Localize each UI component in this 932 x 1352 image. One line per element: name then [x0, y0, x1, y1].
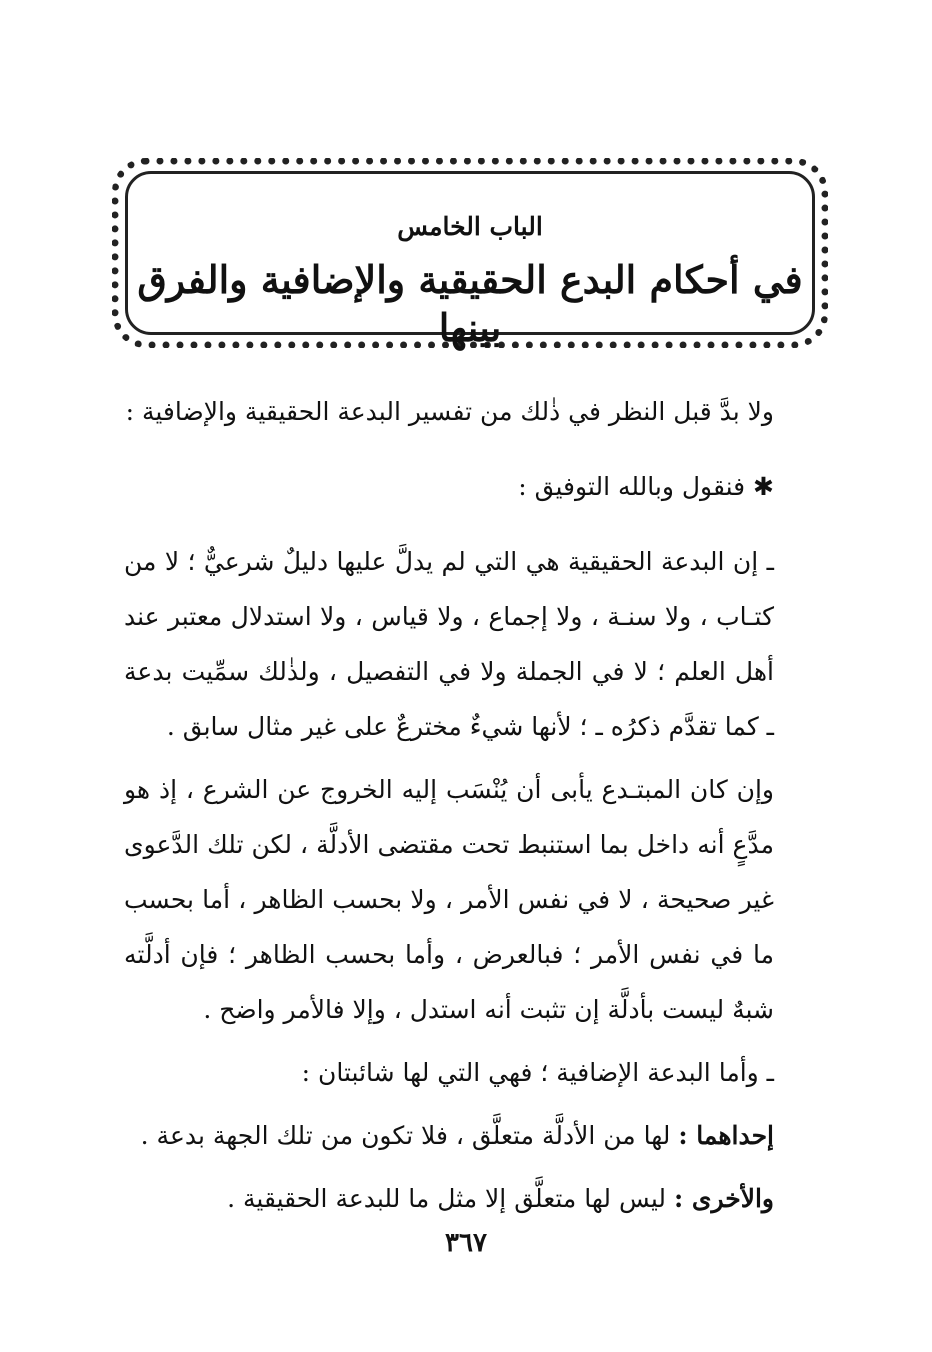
- list-item: [124, 1108, 774, 1163]
- paragraph-innovator-claim: وإن كان المبتـدع يأبى أن يُنْسَب إليه الخروج عن الشرع ، إذ هو مدَّعٍ أنه داخل بما استنبط تحت مقتضى الأدلَّة ، لكن تلك الدَّعوى غير صحيحة ، لا في نفس الأمر ، ولا بحسب الظاهر ، أما بحسب ما في نفس الأمر ؛ فبالعرض ، وأما بحسب الظاهر ؛ فإن أدلَّته شبهٌ ليست بأدلَّة إن تثبت أنه استدل ، وإلا فالأمر واضح .: [124, 775, 774, 1024]
- list-item: [124, 1171, 774, 1226]
- paragraph-intro: ولا بدَّ قبل النظر في ذٰلك من تفسير البدعة الحقيقية والإضافية :: [125, 397, 774, 426]
- chapter-title: في أحكام البدع الحقيقية والإضافية والفرق بينها: [137, 257, 803, 350]
- item-term: والأخرى :: [673, 1184, 774, 1213]
- chapter-heading-inner: [125, 171, 815, 350]
- page-number: ٣٦٧: [445, 1228, 487, 1258]
- item-text: لها من الأدلَّة متعلَّق ، فلا تكون من تلك الجهة بدعة .: [140, 1121, 671, 1150]
- body-text: [124, 384, 774, 1234]
- paragraph-real-innovation: ـ إن البدعة الحقيقية هي التي لم يدلَّ عليها دليلٌ شرعيٌّ ؛ لا من كتـاب ، ولا سنـة ، ولا إجماع ، ولا قياس ، ولا استدلال معتبر عند أهل العلم ؛ لا في الجملة ولا في التفصيل ، ولذٰلك سمِّيت بدعة ـ كما تقدَّم ذكرُه ـ ؛ لأنها شيءٌ مخترعٌ على غير مثال سابق .: [124, 547, 774, 741]
- paragraph-opening: ✱ فنقول وبالله التوفيق :: [518, 472, 774, 501]
- item-text: ليس لها متعلَّق إلا مثل ما للبدعة الحقيقية .: [227, 1184, 667, 1213]
- item-term: إحداهما :: [678, 1121, 774, 1150]
- chapter-heading-frame: [112, 158, 828, 348]
- chapter-number: الباب الخامس: [397, 212, 543, 241]
- paragraph-relative-innovation: ـ وأما البدعة الإضافية ؛ فهي التي لها شائبتان :: [301, 1058, 774, 1087]
